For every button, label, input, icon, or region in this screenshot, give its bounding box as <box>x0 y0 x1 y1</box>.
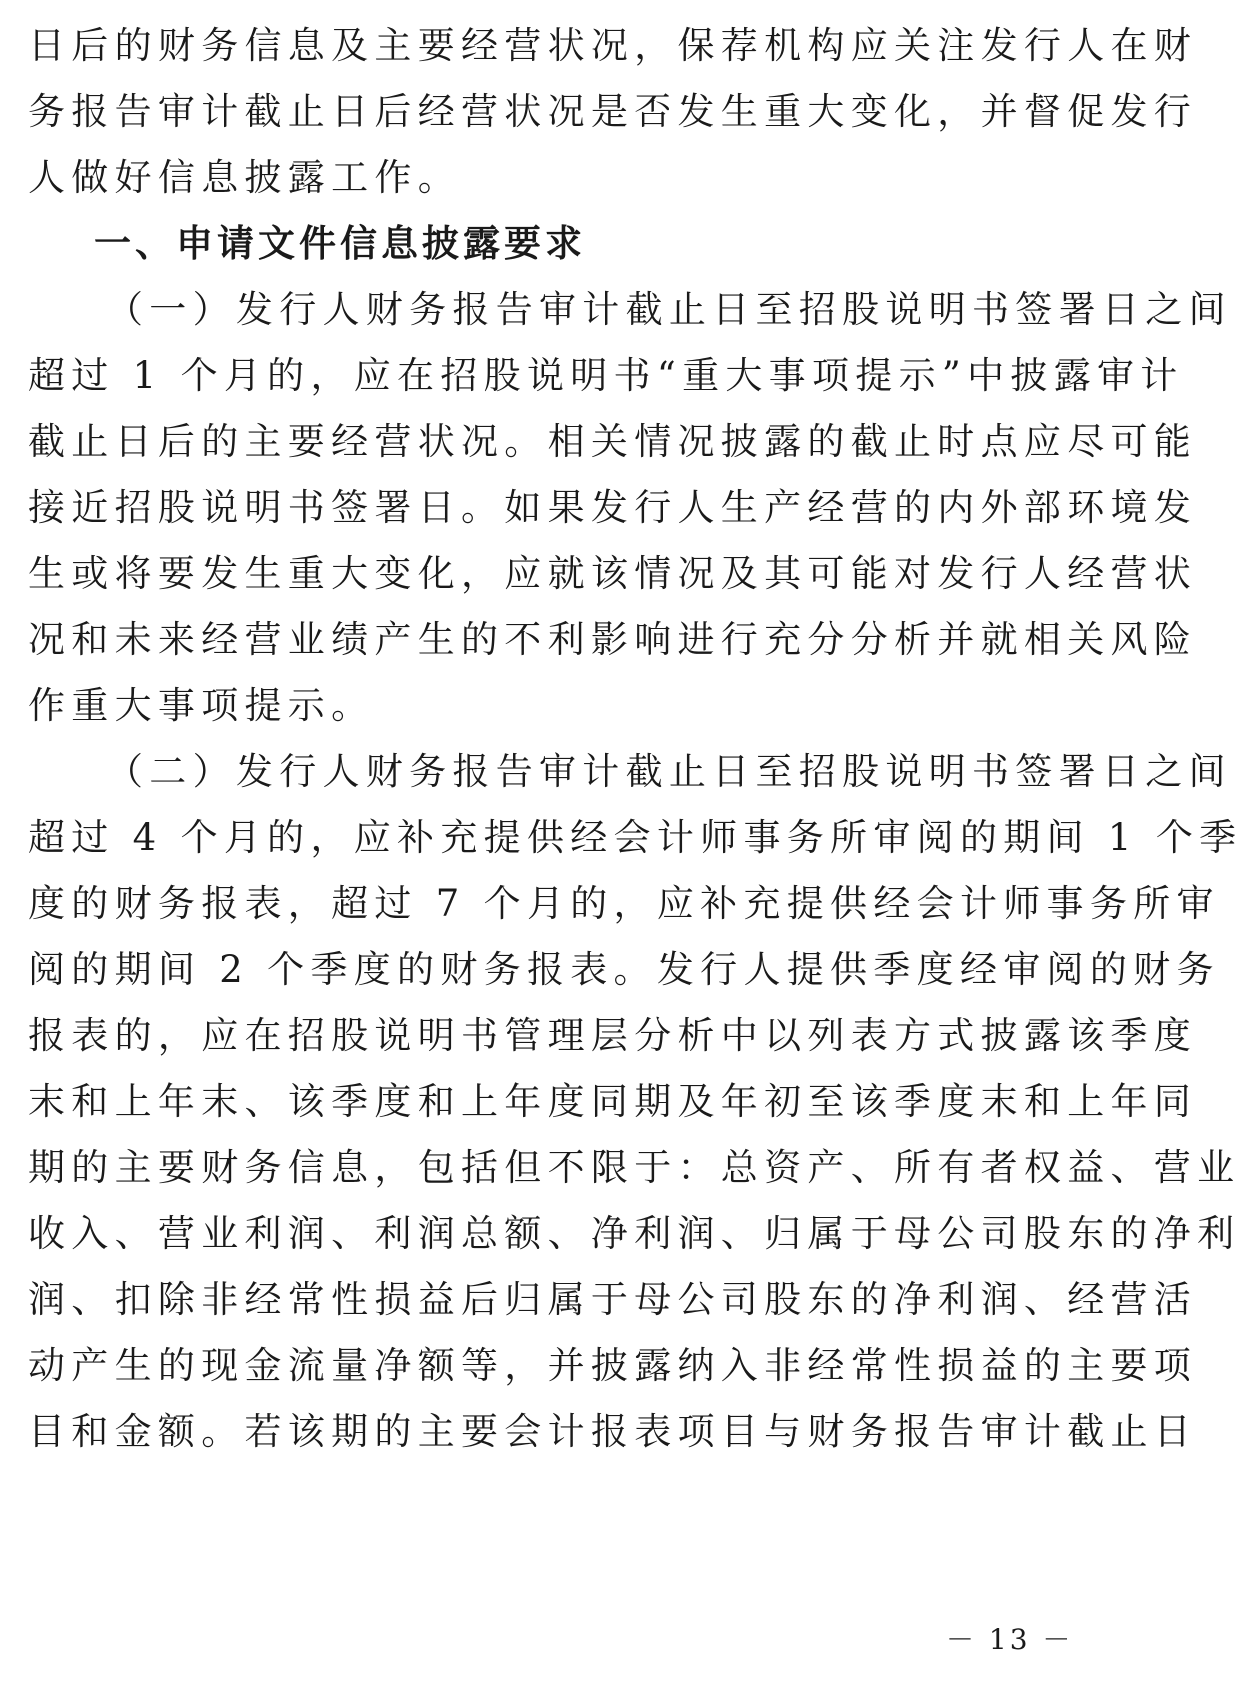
section-heading: 一、申请文件信息披露要求 <box>94 222 586 265</box>
paragraph-2-line-3: 度的财务报表，超过 7 个月的，应补充提供经会计师事务所审 <box>28 882 1220 925</box>
text-line-3: 人做好信息披露工作。 <box>28 156 461 199</box>
paragraph-1-line-5: 生或将要发生重大变化，应就该情况及其可能对发行人经营状 <box>28 552 1198 595</box>
paragraph-1-line-6: 况和未来经营业绩产生的不利影响进行充分分析并就相关风险 <box>28 618 1198 661</box>
paragraph-2-line-11: 目和金额。若该期的主要会计报表项目与财务报告审计截止日 <box>28 1410 1198 1453</box>
paragraph-2-line-10: 动产生的现金流量净额等，并披露纳入非经常性损益的主要项 <box>28 1344 1198 1387</box>
paragraph-2-line-7: 期的主要财务信息，包括但不限于：总资产、所有者权益、营业 <box>28 1146 1241 1189</box>
paragraph-2-line-8: 收入、营业利润、利润总额、净利润、归属于母公司股东的净利 <box>28 1212 1241 1255</box>
paragraph-2-line-4: 阅的期间 2 个季度的财务报表。发行人提供季度经审阅的财务 <box>28 948 1220 991</box>
paragraph-2-line-9: 润、扣除非经常性损益后归属于母公司股东的净利润、经营活 <box>28 1278 1198 1321</box>
paragraph-2-line-1: （二）发行人财务报告审计截止日至招股说明书签署日之间 <box>106 750 1232 793</box>
paragraph-2-line-2: 超过 4 个月的，应补充提供经会计师事务所审阅的期间 1 个季 <box>28 816 1242 859</box>
text-line-2: 务报告审计截止日后经营状况是否发生重大变化，并督促发行 <box>28 90 1198 133</box>
paragraph-1-line-7: 作重大事项提示。 <box>28 684 375 727</box>
paragraph-1-line-2: 超过 1 个月的，应在招股说明书“重大事项提示”中披露审计 <box>28 354 1184 397</box>
paragraph-1-line-1: （一）发行人财务报告审计截止日至招股说明书签署日之间 <box>106 288 1232 331</box>
paragraph-2-line-5: 报表的，应在招股说明书管理层分析中以列表方式披露该季度 <box>28 1014 1198 1057</box>
text-line-1: 日后的财务信息及主要经营状况，保荐机构应关注发行人在财 <box>28 24 1198 67</box>
paragraph-1-line-3: 截止日后的主要经营状况。相关情况披露的截止时点应尽可能 <box>28 420 1198 463</box>
paragraph-1-line-4: 接近招股说明书签署日。如果发行人生产经营的内外部环境发 <box>28 486 1198 529</box>
paragraph-2-line-6: 末和上年末、该季度和上年度同期及年初至该季度末和上年同 <box>28 1080 1198 1123</box>
page-number: － 13 － <box>946 1623 1074 1656</box>
